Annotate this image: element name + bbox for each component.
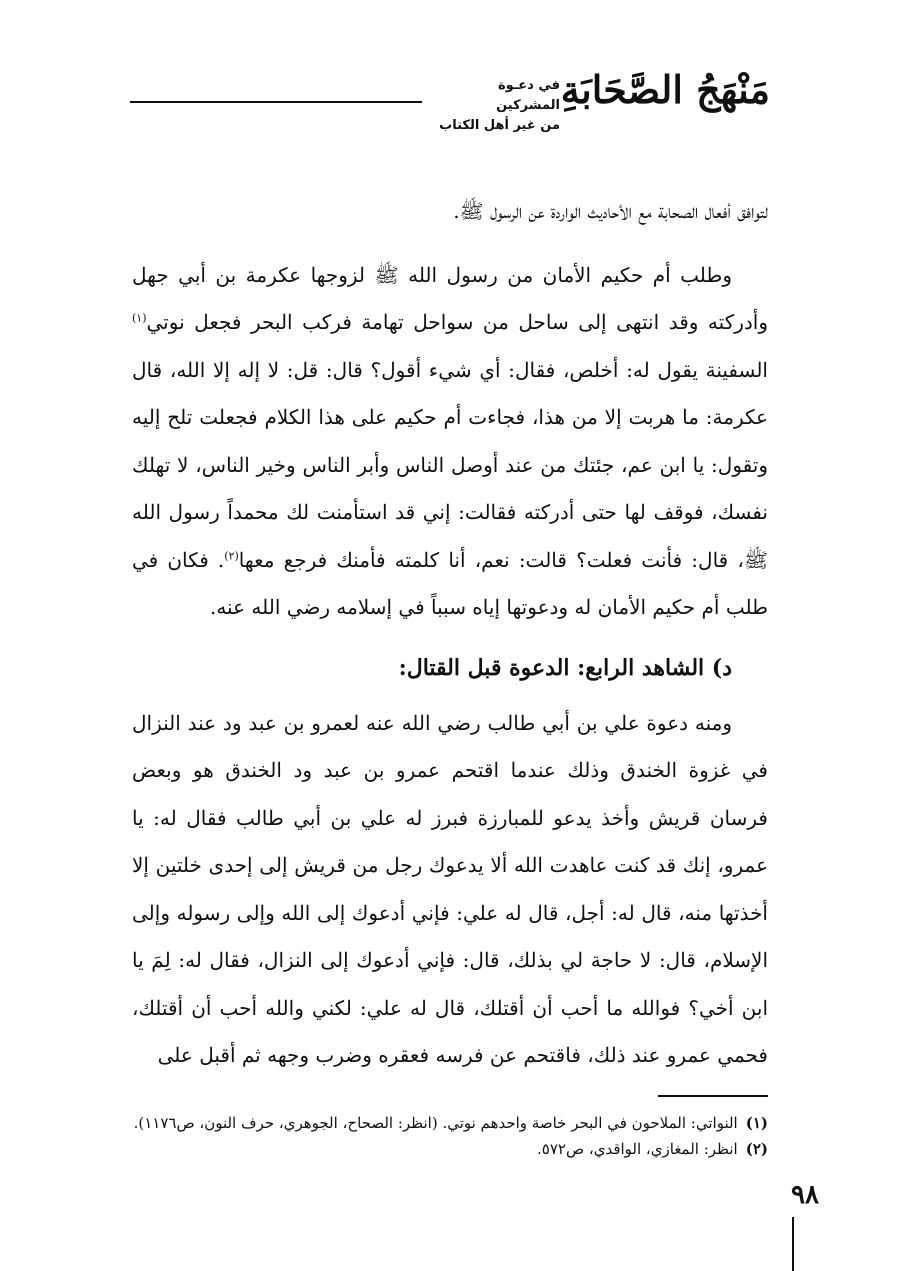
- header-rule: [130, 101, 422, 103]
- page-number: ٩٨: [791, 1180, 819, 1210]
- footnote-ref-2[interactable]: (٢): [224, 548, 239, 562]
- book-title-logo: مَنْهَجُ الصَّحَابَةِ: [560, 67, 770, 112]
- main-text: [132, 188, 768, 1080]
- paragraph-3: ومنه دعوة علي بن أبي طالب رضي الله عنه لعمرو بن عبد ود عند النزال في غزوة الخندق وذلك عندما اقتحم عمرو بن عبد ود الخندق هو وبعض فرسان قريش وأخذ يدعو للمبارزة فبرز له علي بن أبي طالب فقال له: يا عمرو، إنك قد كنت عاهدت الله ألا يدعوك رجل من قريش إلى إحدى خلتين إلا أخذتها منه، قال له: أجل، قال له علي: فإني أدعوك إلى الله وإلى رسوله وإلى الإسلام، قال: لا حاجة لي بذلك، قال: فإني أدعوك إلى النزال، فقال له: لِمَ يا ابن أخي؟ فوالله ما أحب أن أقتلك، قال له علي: لكني والله أحب أن أقتلك، فحمي عمرو عند ذلك، فاقتحم عن فرسه فعقره وضرب وجهه ثم أقبل على: [132, 710, 768, 1067]
- footnote-1-text: النواتي: الملاحون في البحر خاصة واحدهم نوتي. (انظر: الصحاح، الجوهري، حرف النون، ص١١٧٦).: [133, 1114, 738, 1132]
- footnote-1: [132, 1110, 768, 1136]
- paragraph-2-part-a: وطلب أم حكيم الأمان من رسول الله ﷺ لزوجها عكرمة بن أبي جهل وأدركته وقد انتهى إلى ساحل من سواحل تهامة فركب البحر فجعل نوتي: [132, 262, 768, 334]
- paragraph-1: لتوافق أفعال الصحابة مع الأحاديث الواردة عن الرسول ﷺ.: [453, 199, 768, 223]
- footnote-2-number: (٢): [745, 1140, 768, 1158]
- footnotes: [132, 1110, 768, 1162]
- paragraph-2-part-b: السفينة يقول له: أخلص، فقال: أي شيء أقول؟ قال: قل: لا إله إلا الله، قال عكرمة: ما هربت إلا من هذا، فجاءت أم حكيم على هذا الكلام فجعلت تلح إليه وتقول: يا ابن عم، جئتك من عند أوصل الناس وأبر الناس وخير الناس، لا تهلك نفسك، فوقف لها حتى أدركته فقالت: إني قد استأمنت لك محمداً رسول الله ﷺ، قال: فأنت فعلت؟ قالت: نعم، أنا كلمته فأمنك فرجع معها: [132, 357, 768, 572]
- footnote-ref-1[interactable]: (١): [132, 311, 147, 325]
- subtitle-line-1: في دعـوة المشركين: [496, 78, 560, 113]
- book-subtitle: [430, 76, 560, 136]
- subtitle-line-2: من غير أهل الكتاب: [439, 118, 560, 133]
- running-header: [130, 62, 770, 132]
- footnote-2-text: انظر: المغازي، الواقدي، ص٥٧٢.: [537, 1140, 738, 1158]
- paragraph-2: [132, 252, 768, 632]
- footnote-separator: [658, 1095, 768, 1097]
- footnote-2: [132, 1136, 768, 1162]
- paragraph-2-part-c: . فكان في طلب أم حكيم الأمان له ودعوتها إياه سبباً في إسلامه رضي الله عنه.: [132, 547, 768, 619]
- footnote-1-number: (١): [745, 1114, 768, 1132]
- section-heading: د) الشاهد الرابع: الدعوة قبل القتال:: [398, 654, 732, 681]
- page-margin-rule: [792, 1217, 794, 1271]
